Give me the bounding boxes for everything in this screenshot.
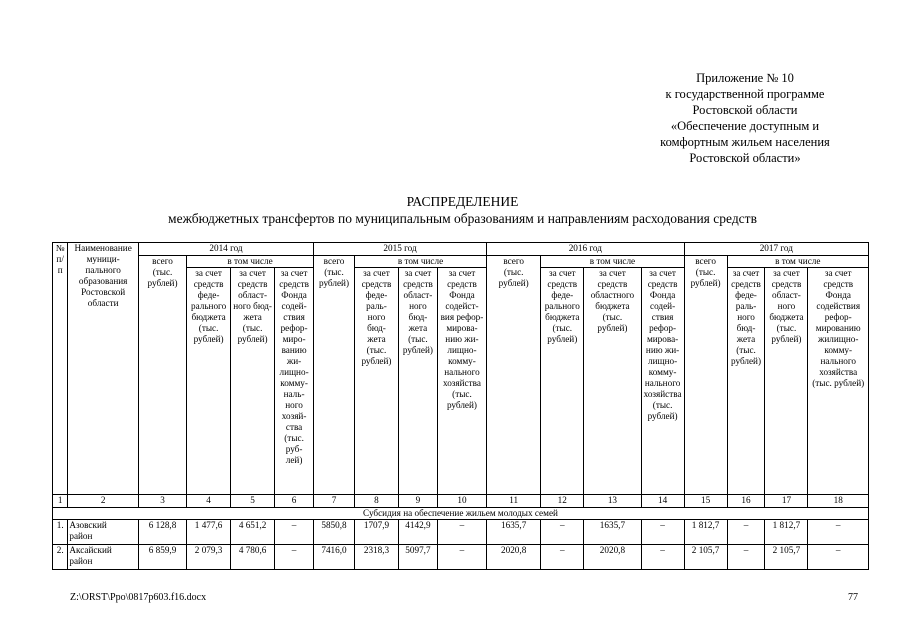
- table-row: [53, 520, 869, 545]
- column-number: 13: [584, 495, 641, 508]
- appendix-line: комфортным жильем населения: [660, 135, 830, 149]
- appendix-line: Ростовской области»: [689, 151, 801, 165]
- cell-federal-2017: –: [727, 520, 765, 545]
- title-subtitle: межбюджетных трансфертов по муниципальным образованиям и направлениям расходования средств: [168, 211, 757, 226]
- cell-fund-2016: –: [641, 520, 684, 545]
- cell-federal-2015: 1707,9: [354, 520, 398, 545]
- column-number: 11: [487, 495, 541, 508]
- column-number: 10: [437, 495, 486, 508]
- cell-total-2014: 6 128,8: [138, 520, 186, 545]
- header-federal-2016: за счет средств феде- рального бюджета (тыс. рублей): [541, 268, 584, 495]
- column-number: 15: [684, 495, 727, 508]
- row-number: 2.: [53, 545, 68, 570]
- cell-fund-2017: –: [808, 545, 869, 570]
- column-numbers-row: [53, 495, 869, 508]
- table-row: [53, 545, 869, 570]
- header-including-2017: в том числе: [727, 256, 868, 268]
- header-fund-2014: за счет средств Фонда содей- ствия рефор- миро- ванию жи- лищно- комму- наль- ного хозяй- ства (тыс. руб- лей): [275, 268, 314, 495]
- document-title: [55, 193, 870, 227]
- column-number: 7: [314, 495, 355, 508]
- column-number: 2: [68, 495, 139, 508]
- header-year-2015: 2015 год: [314, 243, 487, 256]
- column-number: 12: [541, 495, 584, 508]
- column-number: 9: [398, 495, 437, 508]
- header-municipality: Наименование муници- пального образования Ростовской области: [68, 243, 139, 495]
- cell-regional-2015: 4142,9: [398, 520, 437, 545]
- column-number: 6: [275, 495, 314, 508]
- header-fund-2015: за счет средств Фонда содейст- вия рефор- мирова- нию жи- лищно- комму- нального хозяйства (тыс. рублей): [437, 268, 486, 495]
- page-number: 77: [848, 592, 858, 603]
- appendix-heading: [620, 70, 870, 166]
- appendix-line: Приложение № 10: [696, 71, 794, 85]
- cell-regional-2017: 2 105,7: [765, 545, 808, 570]
- cell-regional-2014: 4 780,6: [231, 545, 275, 570]
- cell-fund-2016: –: [641, 545, 684, 570]
- header-year-2014: 2014 год: [138, 243, 313, 256]
- cell-total-2016: 1635,7: [487, 520, 541, 545]
- cell-federal-2014: 1 477,6: [187, 520, 231, 545]
- row-municipality: Аксайский район: [68, 545, 139, 570]
- column-number: 5: [231, 495, 275, 508]
- section-heading: Субсидия на обеспечение жильем молодых семей: [53, 508, 869, 520]
- cell-federal-2016: –: [541, 545, 584, 570]
- cell-regional-2017: 1 812,7: [765, 520, 808, 545]
- header-year-2017: 2017 год: [684, 243, 868, 256]
- cell-fund-2015: –: [437, 545, 486, 570]
- cell-fund-2014: –: [275, 545, 314, 570]
- column-number: 1: [53, 495, 68, 508]
- cell-fund-2014: –: [275, 520, 314, 545]
- column-number: 16: [727, 495, 765, 508]
- cell-total-2016: 2020,8: [487, 545, 541, 570]
- header-total-2017: всего (тыс. рублей): [684, 256, 727, 495]
- cell-total-2015: 7416,0: [314, 545, 355, 570]
- cell-fund-2015: –: [437, 520, 486, 545]
- header-federal-2015: за счет средств феде- раль- ного бюд- жета (тыс. рублей): [354, 268, 398, 495]
- appendix-line: Ростовской области: [692, 103, 798, 117]
- distribution-table: [52, 242, 869, 570]
- cell-federal-2015: 2318,3: [354, 545, 398, 570]
- cell-regional-2016: 1635,7: [584, 520, 641, 545]
- column-number: 4: [187, 495, 231, 508]
- cell-fund-2017: –: [808, 520, 869, 545]
- header-fund-2017: за счет средств Фонда содействия рефор- мированию жилищно- комму- нального хозяйства (тыс. рублей): [808, 268, 869, 495]
- cell-regional-2016: 2020,8: [584, 545, 641, 570]
- header-regional-2014: за счет средств област- ного бюд- жета (тыс. рублей): [231, 268, 275, 495]
- header-including-2016: в том числе: [541, 256, 684, 268]
- cell-total-2014: 6 859,9: [138, 545, 186, 570]
- appendix-line: «Обеспечение доступным и: [670, 119, 820, 133]
- cell-federal-2014: 2 079,3: [187, 545, 231, 570]
- cell-regional-2014: 4 651,2: [231, 520, 275, 545]
- header-total-2015: всего (тыс. рублей): [314, 256, 355, 495]
- header-federal-2014: за счет средств феде- рального бюджета (тыс. рублей): [187, 268, 231, 495]
- row-number: 1.: [53, 520, 68, 545]
- header-regional-2017: за счет средств област- ного бюджета (тыс. рублей): [765, 268, 808, 495]
- header-regional-2015: за счет средств област- ного бюд- жета (тыс. рублей): [398, 268, 437, 495]
- row-municipality: Азовский район: [68, 520, 139, 545]
- cell-total-2017: 2 105,7: [684, 545, 727, 570]
- cell-total-2017: 1 812,7: [684, 520, 727, 545]
- header-total-2016: всего (тыс. рублей): [487, 256, 541, 495]
- appendix-line: к государственной программе: [665, 87, 825, 101]
- cell-federal-2017: –: [727, 545, 765, 570]
- footer-file-path: Z:\ORST\Ppo\0817p603.f16.docx: [70, 592, 207, 603]
- header-number: № п/п: [53, 243, 68, 495]
- cell-total-2015: 5850,8: [314, 520, 355, 545]
- cell-federal-2016: –: [541, 520, 584, 545]
- header-fund-2016: за счет средств Фонда содей- ствия рефор- мирова- нию жи- лищно- комму- нального хозяйства (тыс. рублей): [641, 268, 684, 495]
- column-number: 8: [354, 495, 398, 508]
- column-number: 14: [641, 495, 684, 508]
- header-total-2014: всего (тыс. рублей): [138, 256, 186, 495]
- header-year-2016: 2016 год: [487, 243, 685, 256]
- header-including-2015: в том числе: [354, 256, 486, 268]
- column-number: 3: [138, 495, 186, 508]
- header-federal-2017: за счет средств феде- раль- ного бюд- жета (тыс. рублей): [727, 268, 765, 495]
- header-regional-2016: за счет средств областного бюджета (тыс. рублей): [584, 268, 641, 495]
- column-number: 17: [765, 495, 808, 508]
- cell-regional-2015: 5097,7: [398, 545, 437, 570]
- column-number: 18: [808, 495, 869, 508]
- header-including-2014: в том числе: [187, 256, 314, 268]
- title-main: РАСПРЕДЕЛЕНИЕ: [406, 194, 519, 209]
